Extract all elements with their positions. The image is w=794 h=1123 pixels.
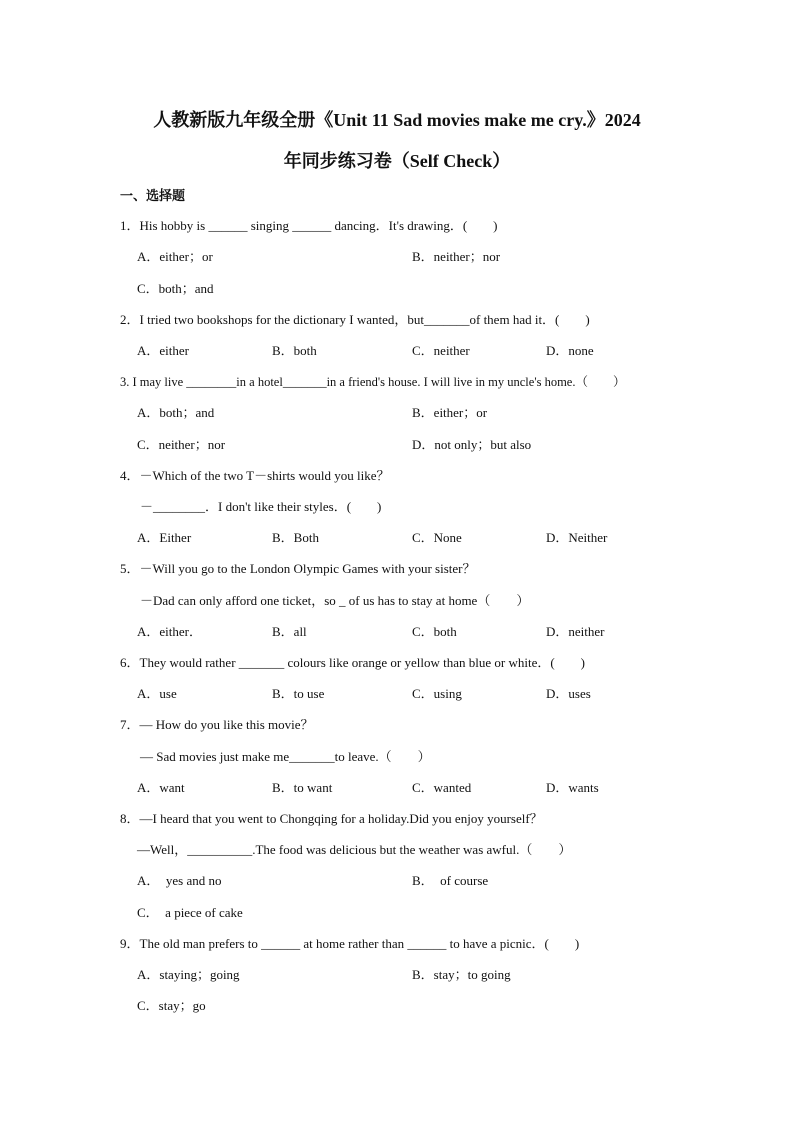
question-9-text: 9．The old man prefers to ______ at home rather than ______ to have a picnic．( ) (120, 936, 580, 951)
question-5-option-c: C．both (412, 624, 457, 639)
question-1-option-c: C．both；and (137, 281, 214, 296)
question-1-option-b: B．neither；nor (412, 249, 501, 264)
question-2-option-a: A．either (137, 343, 189, 358)
question-6-text: 6．They would rather _______ colours like orange or yellow than blue or white．( ) (120, 655, 585, 670)
page-title-line-2: 年同步练习卷（Self Check） (283, 151, 511, 171)
question-6-option-c: C．using (412, 686, 462, 701)
question-5-option-d: D．neither (546, 624, 605, 639)
question-2-option-b: B．both (272, 343, 317, 358)
question-5-option-b: B．all (272, 624, 307, 639)
question-6-option-a: A．use (137, 686, 177, 701)
section-heading: 一、选择题 (120, 188, 186, 203)
question-4-option-a: A．Either (137, 530, 192, 545)
question-7-text: 7．— How do you like this movie？ (120, 717, 314, 732)
question-3-option-c: C．neither；nor (137, 437, 226, 452)
question-9-option-c: C．stay；go (137, 998, 206, 1013)
question-7-text-2: — Sad movies just make me_______to leave.（ ） (140, 749, 431, 764)
question-3-option-a: A．both；and (137, 405, 215, 420)
question-1-option-a: A．either；or (137, 249, 213, 264)
question-9-option-a: A．staying；going (137, 967, 240, 982)
question-7-option-d: D．wants (546, 780, 599, 795)
question-2-option-d: D．none (546, 343, 594, 358)
question-5-text-2: －Dad can only afford one ticket，so _ of us has to stay at home（ ） (140, 593, 530, 608)
page-title-line-1: 人教新版九年级全册《Unit 11 Sad movies make me cry.》2024 (153, 110, 641, 130)
question-8-option-b: B． of course (412, 873, 489, 888)
question-6-option-d: D．uses (546, 686, 591, 701)
question-3-option-d: D．not only；but also (412, 437, 532, 452)
question-1-text: 1．His hobby is ______ singing ______ dancing．It's drawing．( ) (120, 218, 498, 233)
question-8-text-2: —Well，__________.The food was delicious but the weather was awful.（ ） (137, 842, 572, 857)
question-3-option-b: B．either；or (412, 405, 488, 420)
question-2-option-c: C．neither (412, 343, 470, 358)
question-7-option-b: B．to want (272, 780, 333, 795)
question-5-text: 5．－Will you go to the London Olympic Games with your sister？ (120, 561, 476, 576)
question-4-option-c: C．None (412, 530, 462, 545)
question-4-text-2: －________．I don't like their styles．( ) (140, 499, 382, 514)
question-4-option-d: D．Neither (546, 530, 608, 545)
question-7-option-c: C．wanted (412, 780, 472, 795)
question-4-option-b: B．Both (272, 530, 319, 545)
question-2-text: 2．I tried two bookshops for the dictionary I wanted，but_______of them had it．( ) (120, 312, 590, 327)
question-6-option-b: B．to use (272, 686, 325, 701)
question-4-text: 4．－Which of the two T－shirts would you like？ (120, 468, 390, 483)
question-8-option-a: A． yes and no (137, 873, 222, 888)
question-5-option-a: A．either． (137, 624, 202, 639)
question-9-option-b: B．stay；to going (412, 967, 511, 982)
question-8-text: 8．—I heard that you went to Chongqing for a holiday.Did you enjoy yourself？ (120, 811, 543, 826)
question-7-option-a: A．want (137, 780, 185, 795)
question-8-option-c: C． a piece of cake (137, 905, 243, 920)
question-3-text: 3. I may live ________in a hotel_______in a friend's house. I will live in my uncle's home.（ ） (120, 375, 626, 389)
